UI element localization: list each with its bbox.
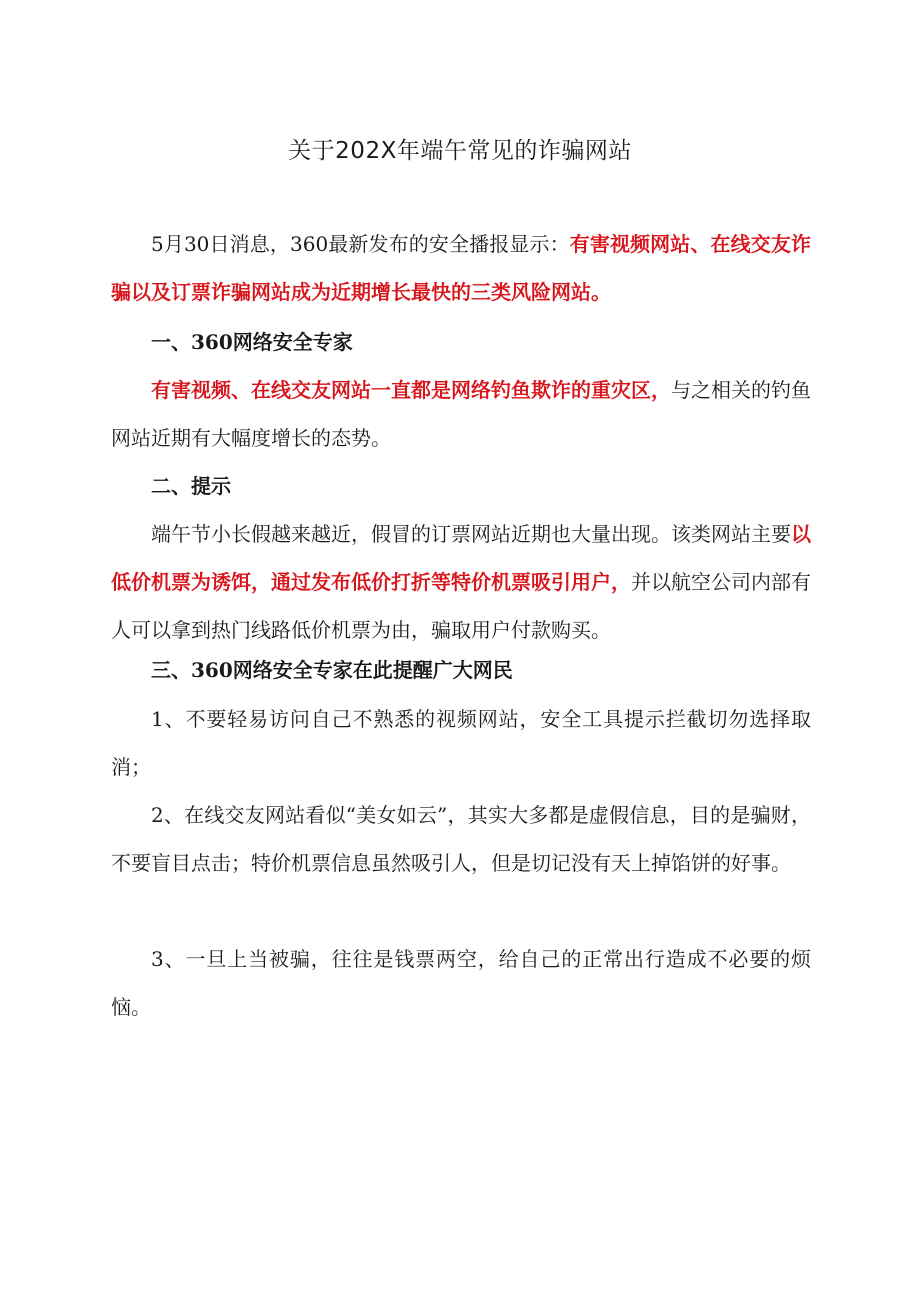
section-heading-3: 三、360网络安全专家在此提醒广大网民 (151, 658, 513, 682)
list-item: 3、一旦上当被骗，往往是钱票两空，给自己的正常出行造成不必要的烦恼。 (111, 947, 811, 1019)
section2-paragraph (111, 510, 811, 654)
document-title: 关于202X年端午常见的诈骗网站 (288, 138, 632, 164)
intro-lead: 5月30日消息，360最新发布的安全播报显示： (151, 232, 570, 256)
section2-rest: 并以航空公司内部有人可以拿到热门线路低价机票为由，骗取用户付款购买。 (111, 570, 811, 642)
section1-paragraph (111, 366, 811, 462)
section-heading-1: 一、360网络安全专家 (151, 330, 353, 354)
list-item: 2、在线交友网站看似“美女如云”，其实大多都是虚假信息，目的是骗财，不要盲目点击；特价机票信息虽然吸引人，但是切记没有天上掉馅饼的好事。 (111, 803, 811, 875)
intro-highlight: 有害视频网站、在线交友诈骗以及订票诈骗网站成为近期增长最快的三类风险网站。 (111, 232, 811, 304)
section1-rest: 与之相关的钓鱼网站近期有大幅度增长的态势。 (111, 378, 811, 450)
section1-highlight: 有害视频、在线交友网站一直都是网络钓鱼欺诈的重灾区， (151, 378, 671, 402)
section-heading-2: 二、提示 (151, 474, 231, 498)
intro-paragraph (111, 220, 811, 316)
list-item: 1、不要轻易访问自己不熟悉的视频网站，安全工具提示拦截切勿选择取消； (111, 707, 811, 779)
section2-highlight: 以低价机票为诱饵，通过发布低价打折等特价机票吸引用户， (111, 522, 811, 594)
section2-lead: 端午节小长假越来越近，假冒的订票网站近期也大量出现。该类网站主要 (151, 522, 791, 546)
